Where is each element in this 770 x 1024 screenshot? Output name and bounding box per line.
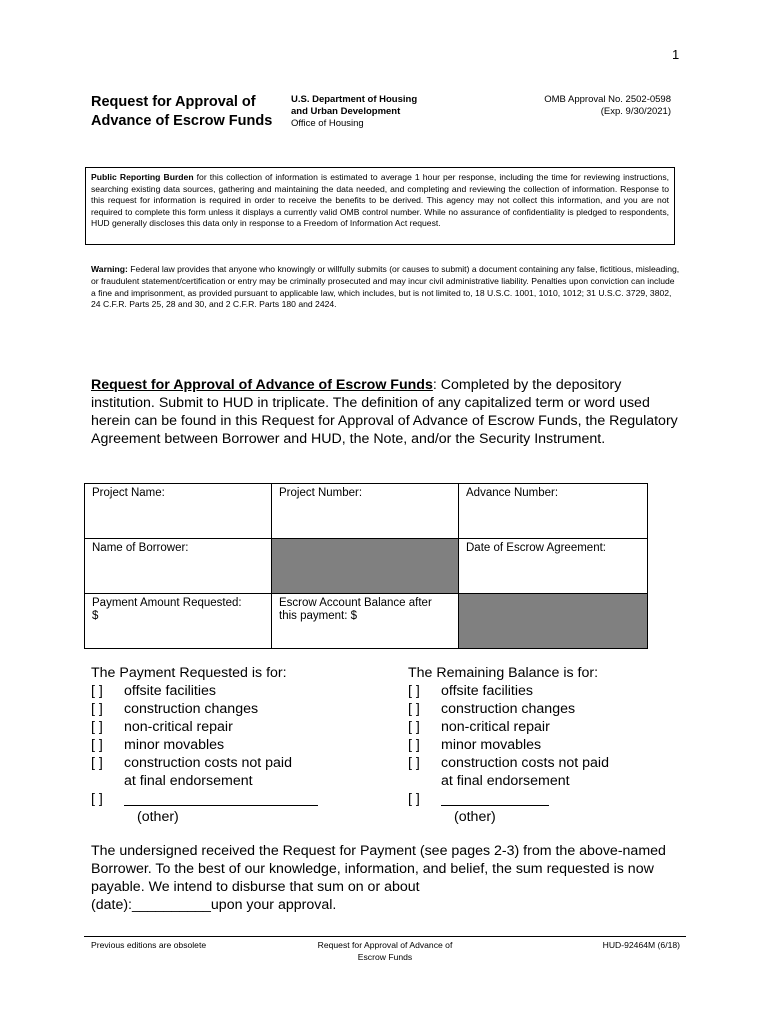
checkbox[interactable]: [ ] <box>91 791 103 807</box>
list-item <box>408 718 609 736</box>
escrow-balance-field[interactable] <box>272 594 459 649</box>
footer-title-line1: Request for Approval of Advance of <box>317 940 453 950</box>
payment-currency: $ <box>92 610 99 622</box>
omb-block <box>505 94 671 118</box>
item-label: construction changes <box>124 701 259 717</box>
agency-line2: and Urban Development <box>291 106 401 117</box>
payment-requested-heading: The Payment Requested is for: <box>91 665 287 681</box>
shaded-cell <box>272 539 459 594</box>
project-number-field[interactable] <box>272 484 459 539</box>
item-label: non-critical repair <box>441 719 550 735</box>
escrow-balance-label-line2: this payment: $ <box>279 610 357 622</box>
footer-form-number: HUD-92464M (6/18) <box>602 940 680 950</box>
payment-amount-label: Payment Amount Requested: <box>92 597 242 609</box>
list-item <box>408 736 609 754</box>
payment-requested-list <box>91 664 318 826</box>
checkbox[interactable]: [ ] <box>91 719 103 735</box>
item-label-continued: at final endorsement <box>441 773 570 789</box>
borrower-name-field[interactable] <box>85 539 272 594</box>
office-name: Office of Housing <box>291 118 364 129</box>
closing-text-end: upon your approval. <box>210 897 337 913</box>
checkbox[interactable]: [ ] <box>91 737 103 753</box>
checkbox[interactable]: [ ] <box>408 701 420 717</box>
closing-text: The undersigned received the Request for Payment (see pages 2-3) from the above-named Borrower. To the best of our knowledge, information, and belief, the sum requested is now payable. We intend to disburse that sum on or about <box>91 843 666 895</box>
other-label: (other) <box>137 809 179 825</box>
checkbox[interactable]: [ ] <box>408 737 420 753</box>
other-item <box>408 790 609 808</box>
list-item <box>91 718 318 736</box>
agency-line1: U.S. Department of Housing <box>291 94 418 105</box>
intro-text: : Completed by the depository institution. Submit to HUD in triplicate. The definition of any capitalized term or word used herein can be found in this Request for Approval of Advance of Escrow Funds, the Regulatory Agreement between Borrower and HUD, the Note, and/or the Security Instrument. <box>91 377 678 447</box>
checkbox[interactable]: [ ] <box>91 683 103 699</box>
form-title: Request for Approval of Advance of Escrow Funds <box>91 94 273 129</box>
checkbox[interactable]: [ ] <box>408 683 420 699</box>
payment-amount-field[interactable] <box>85 594 272 649</box>
request-fields-table <box>84 483 648 649</box>
advance-number-label: Advance Number: <box>466 487 559 499</box>
item-label: construction costs not paid <box>124 755 292 771</box>
footer-form-title <box>290 940 480 963</box>
intro-heading: Request for Approval of Advance of Escrow Funds <box>91 377 433 393</box>
omb-expiration: (Exp. 9/30/2021) <box>600 106 671 117</box>
list-item <box>91 682 318 700</box>
date-input-line[interactable]: __________ <box>132 897 211 913</box>
project-number-label: Project Number: <box>279 487 363 499</box>
footer-divider <box>84 936 686 937</box>
list-item <box>91 700 318 718</box>
warning-notice <box>91 264 681 311</box>
public-reporting-burden <box>85 167 675 245</box>
other-item <box>91 790 318 808</box>
remaining-balance-list <box>408 664 609 826</box>
borrower-name-label: Name of Borrower: <box>92 542 189 554</box>
other-input-line[interactable] <box>441 790 549 806</box>
page-number: 1 <box>672 47 680 62</box>
item-label: offsite facilities <box>124 683 216 699</box>
item-label: offsite facilities <box>441 683 533 699</box>
checkbox[interactable]: [ ] <box>91 701 103 717</box>
list-item <box>408 754 609 772</box>
item-label: minor movables <box>441 737 542 753</box>
closing-statement <box>91 842 681 914</box>
remaining-balance-heading: The Remaining Balance is for: <box>408 665 599 681</box>
omb-number: OMB Approval No. 2502-0598 <box>544 94 671 105</box>
item-label-continued: at final endorsement <box>124 773 253 789</box>
footer-obsolete-note: Previous editions are obsolete <box>91 940 207 950</box>
item-label: construction costs not paid <box>441 755 609 771</box>
checkbox[interactable]: [ ] <box>91 755 103 771</box>
burden-text: for this collection of information is estimated to average 1 hour per response, including the time for reviewing instructions, searching existing data sources, gathering and maintaining the data needed, and completing and reviewing the collection of information. Response to this request for information is required in order to receive the benefits to be derived. This agency may not collect this information, and you are not required to complete this form unless it displays a currently valid OMB control number. While no assurance of confidentiality is pledged to respondents, HUD generally discloses this data only in response to a Freedom of Information Act request. <box>91 172 669 229</box>
warning-text: Federal law provides that anyone who knowingly or willfully submits (or causes to submit) a document containing any false, fictitious, misleading, or fraudulent statement/certification or entry may be criminally prosecuted and may incur civil administrative liability. Penalties upon conviction can include a fine and imprisonment, as provided pursuant to applicable law, which includes, but is not limited to, 18 U.S.C. 1001, 1010, 1012; 31 U.S.C. 3729, 3802, 24 C.F.R. Parts 25, 28 and 30, and 2 C.F.R. Parts 180 and 2424. <box>91 264 680 310</box>
burden-label: Public Reporting Burden <box>91 172 194 182</box>
item-label: construction changes <box>441 701 576 717</box>
checkbox[interactable]: [ ] <box>408 719 420 735</box>
checkbox[interactable]: [ ] <box>408 755 420 771</box>
list-item <box>91 754 318 772</box>
checkbox[interactable]: [ ] <box>408 791 420 807</box>
other-label: (other) <box>454 809 496 825</box>
list-item <box>408 682 609 700</box>
other-input-line[interactable] <box>124 790 318 806</box>
footer-title-line2: Escrow Funds <box>357 951 413 962</box>
list-item <box>91 736 318 754</box>
intro-paragraph <box>91 376 681 448</box>
escrow-balance-label-line1: Escrow Account Balance after <box>279 597 432 609</box>
date-label: (date): <box>91 897 133 913</box>
warning-label: Warning: <box>91 264 128 274</box>
escrow-agreement-date-field[interactable] <box>459 539 648 594</box>
list-item <box>408 700 609 718</box>
item-label: non-critical repair <box>124 719 233 735</box>
escrow-date-label: Date of Escrow Agreement: <box>466 542 606 554</box>
advance-number-field[interactable] <box>459 484 648 539</box>
shaded-cell <box>459 594 648 649</box>
project-name-label: Project Name: <box>92 487 165 499</box>
agency-block <box>291 94 491 130</box>
item-label: minor movables <box>124 737 225 753</box>
project-name-field[interactable] <box>85 484 272 539</box>
